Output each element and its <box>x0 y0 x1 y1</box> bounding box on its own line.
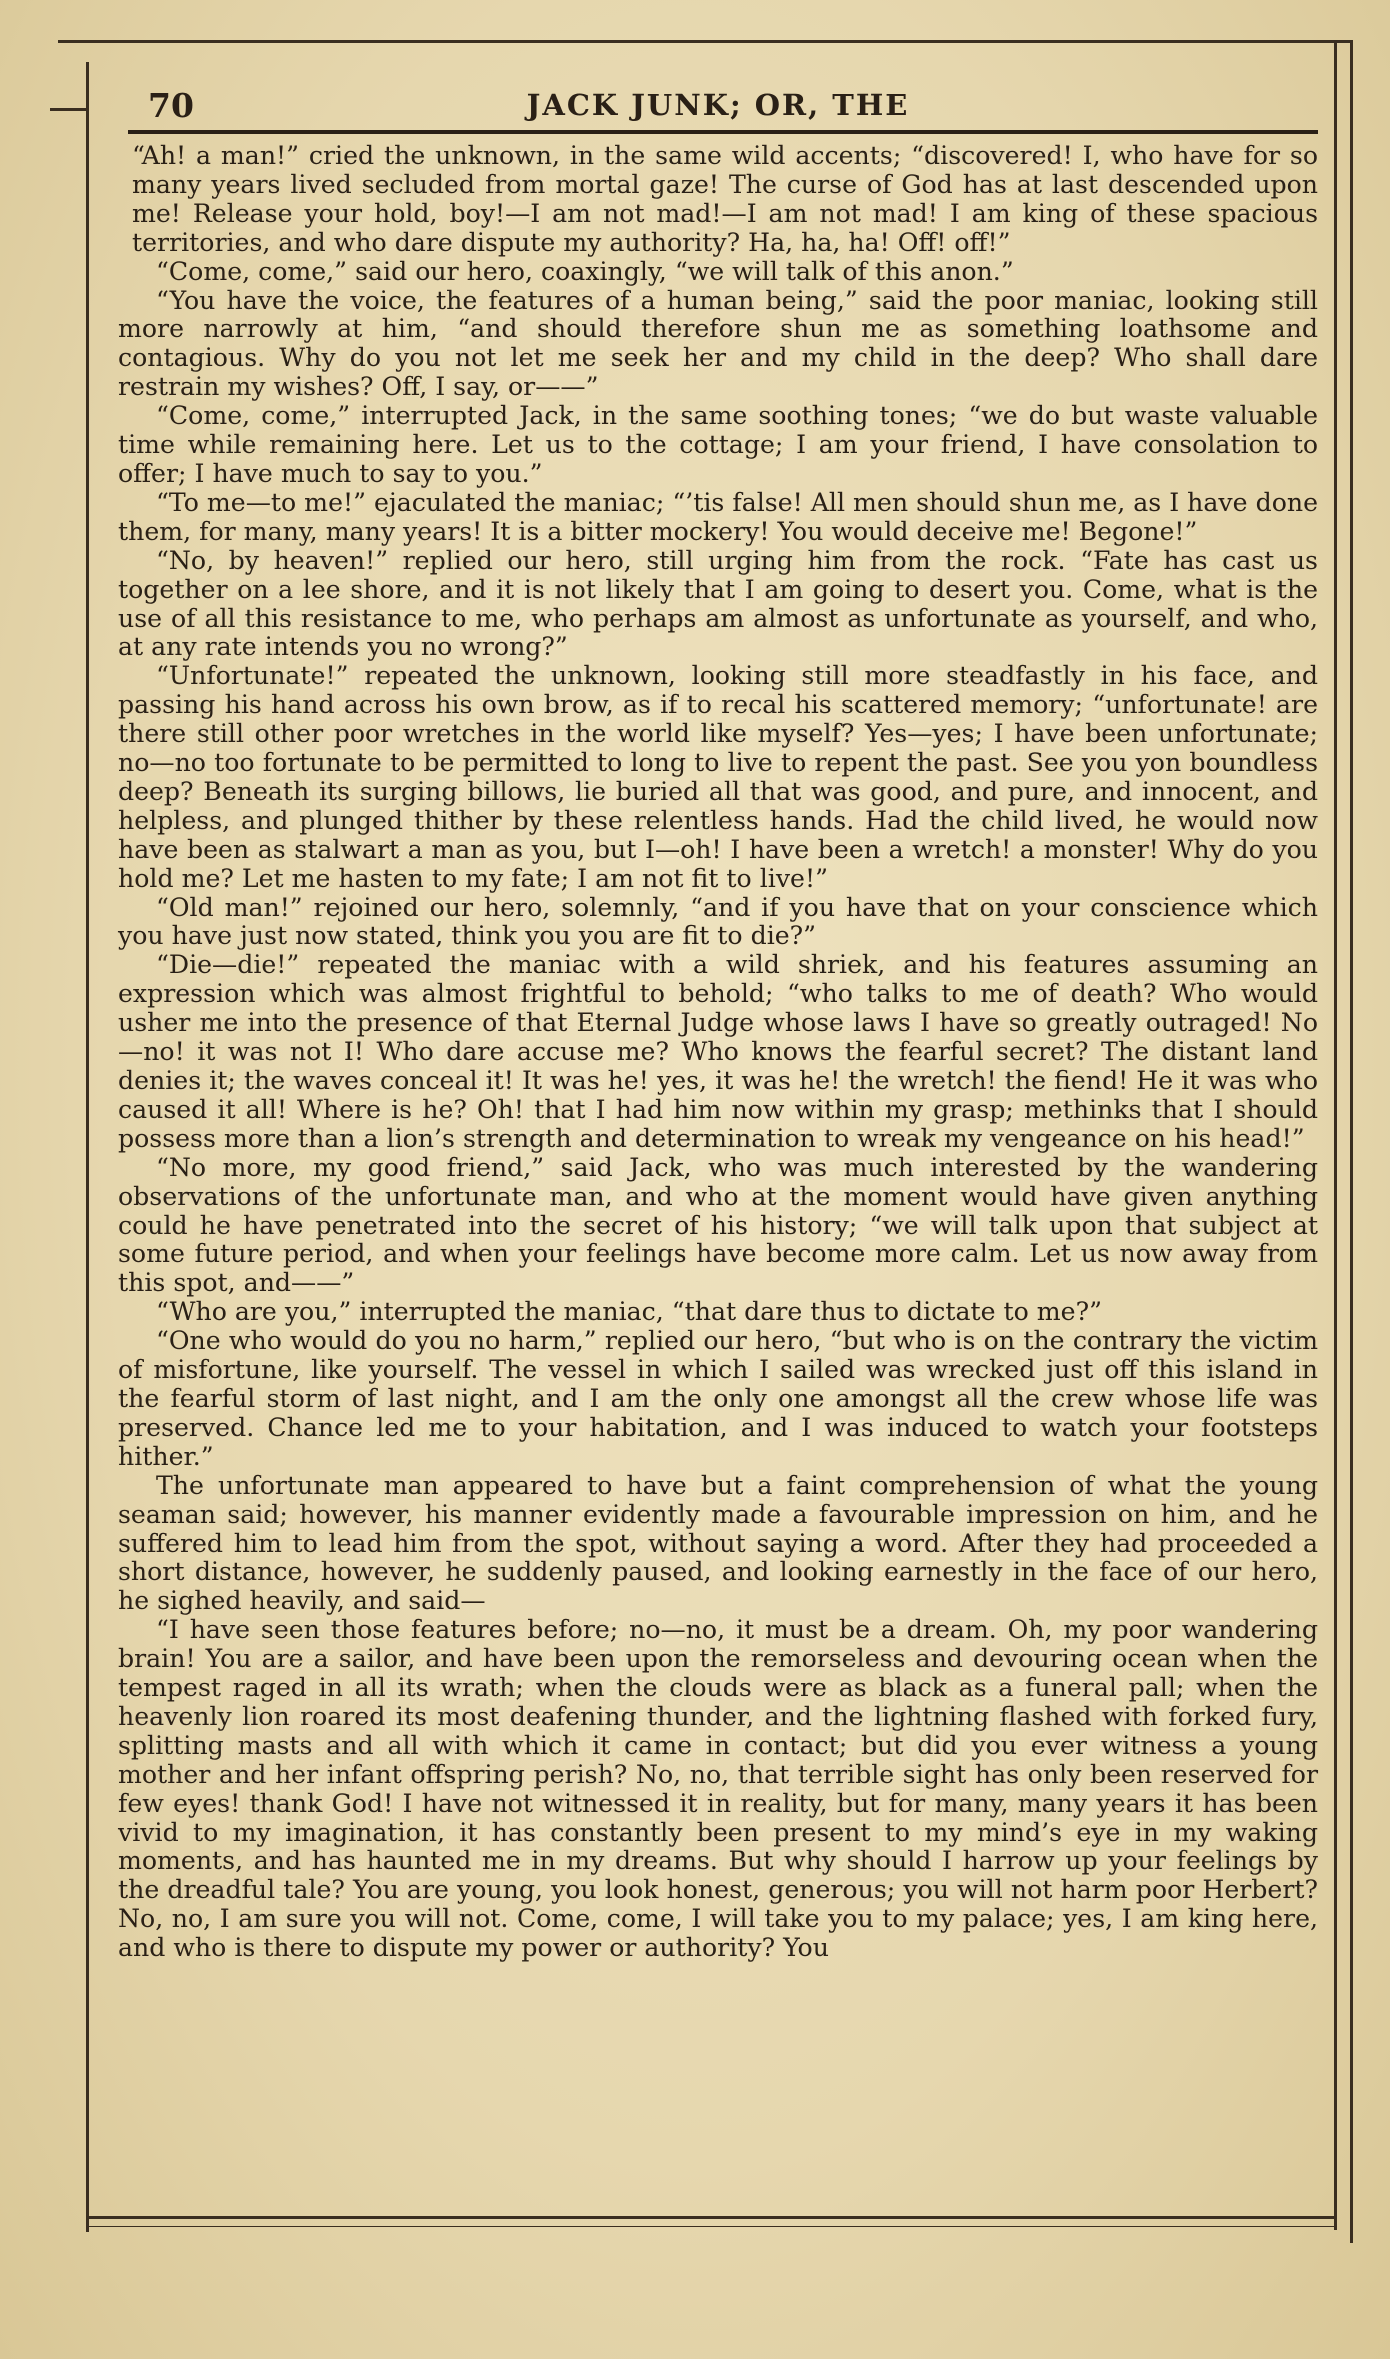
page-border-right <box>1334 40 1337 2230</box>
paragraph: “No more, my good friend,” said Jack, who was much interested by the wandering observations of the unfortunate man, and who at the moment would have given anything could he have penetrated into the secret of his history; “we will talk upon that subject at some future period, and when your feelings have become more calm. Let us now away from this spot, and——” <box>118 1152 1318 1298</box>
paragraph: “Unfortunate!” repeated the unknown, looking still more steadfastly in his face, and passing his hand across his own brow, as if to recal his scattered memory; “unfortunate! are there still other poor wretches in the world like myself? Yes—yes; I have been unfortunate; no—no too fortunate to be permitted to long to live to repent the past. See you yon boundless deep? Beneath its surging billows, lie buried all that was good, and pure, and innocent, and helpless, and plunged thither by these relentless hands. Had the child lived, he would now have been as stalwart a man as you, but I—oh! I have been a wretch! a monster! Why do you hold me? Let me hasten to my fate; I am not fit to live!” <box>118 661 1318 893</box>
page-border-bottom <box>86 2216 1336 2219</box>
paragraph: “You have the voice, the features of a human being,” said the poor maniac, looking still more narrowly at him, “and should therefore shun me as something loathsome and contagious. Why do you not let me seek her and my child in the deep? Who shall dare restrain my wishes? Off, I say, or——” <box>118 285 1318 402</box>
page-number: 70 <box>148 86 194 125</box>
body-text <box>118 142 1318 1963</box>
paragraph: “Die—die!” repeated the maniac with a wild shriek, and his features assuming an expression which was almost frightful to behold; “who talks to me of death? Who would usher me into the presence of that Eternal Judge whose laws I have so greatly outraged! No—no! it was not I! Who dare accuse me? Who knows the fearful secret? The distant land denies it; the waves conceal it! It was he! yes, it was he! the wretch! the fiend! He it was who caused it all! Where is he? Oh! that I had him now within my grasp; methinks that I should possess more than a lion’s strength and determination to wreak my vengeance on his head!” <box>118 950 1318 1153</box>
paragraph: “Ah! a man!” cried the unknown, in the same wild accents; “discovered! I, who have for so many years lived secluded from mortal gaze! The curse of God has at last descended upon me! Release your hold, boy!—I am not mad!—I am not mad! I am king of these spacious territories, and who dare dispute my authority? Ha, ha, ha! Off! off!” <box>132 141 1318 257</box>
page-border-left <box>86 62 89 2232</box>
paragraph: “Come, come,” said our hero, coaxingly, “we will talk of this anon.” <box>156 256 1014 286</box>
paragraph: “No, by heaven!” replied our hero, still urging him from the rock. “Fate has cast us together on a lee shore, and it is not likely that I am going to desert you. Come, what is the use of all this resistance to me, who perhaps am almost as unfortunate as yourself, and who, at any rate intends you no wrong?” <box>118 545 1318 662</box>
page-border-bottom-thin <box>86 2226 1336 2227</box>
page-header <box>118 82 1318 130</box>
paragraph: “One who would do you no harm,” replied our hero, “but who is on the contrary the victim of misfortune, like yourself. The vessel in which I sailed was wrecked just off this island in the fearful storm of last night, and I am the only one amongst all the crew whose life was preserved. Chance led me to your habitation, and I was induced to watch your footsteps hither.” <box>118 1326 1318 1471</box>
paragraph: “Come, come,” interrupted Jack, in the same soothing tones; “we do but waste valuable time while remaining here. Let us to the cottage; I am your friend, I have consolation to offer; I have much to say to you.” <box>118 401 1318 488</box>
paragraph: “I have seen those features before; no—no, it must be a dream. Oh, my poor wandering brain! You are a sailor, and have been upon the remorseless and devouring ocean when the tempest raged in all its wrath; when the clouds were as black as a funeral pall; when the heavenly lion roared its most deafening thunder, and the lightning flashed with forked fury, splitting masts and all with which it came in contact; but did you ever witness a young mother and her infant offspring perish? No, no, that terrible sight has only been reserved for few eyes! thank God! I have not witnessed it in reality, but for many, many years it has been vivid to my imagination, it has constantly been present to my mind’s eye in my waking moments, and has haunted me in my dreams. But why should I harrow up your feelings by the dreadful tale? You are young, you look honest, generous; you will not harm poor Herbert? No, no, I am sure you will not. Come, come, I will take you to my palace; yes, I am king here, and who is there to dispute my power or authority? You <box>118 1615 1318 1963</box>
margin-tick <box>50 108 86 111</box>
running-title: JACK JUNK; OR, THE <box>526 88 910 122</box>
header-rule <box>128 130 1318 134</box>
paragraph: The unfortunate man appeared to have but a faint comprehension of what the young seaman said; however, his manner evidently made a favourable impression on him, and he suffered him to lead him from the spot, without saying a word. After they had proceeded a short distance, however, he suddenly paused, and looking earnestly in the face of our hero, he sighed heavily, and said— <box>118 1470 1318 1616</box>
paragraph: “To me—to me!” ejaculated the maniac; “’tis false! All men should shun me, as I have done them, for many, many years! It is a bitter mockery! You would deceive me! Begone!” <box>118 487 1318 546</box>
paragraph: “Old man!” rejoined our hero, solemnly, “and if you have that on your conscience which you have just now stated, think you you are fit to die?” <box>118 892 1318 951</box>
paragraph: “Who are you,” interrupted the maniac, “that dare thus to dictate to me?” <box>156 1297 1102 1327</box>
